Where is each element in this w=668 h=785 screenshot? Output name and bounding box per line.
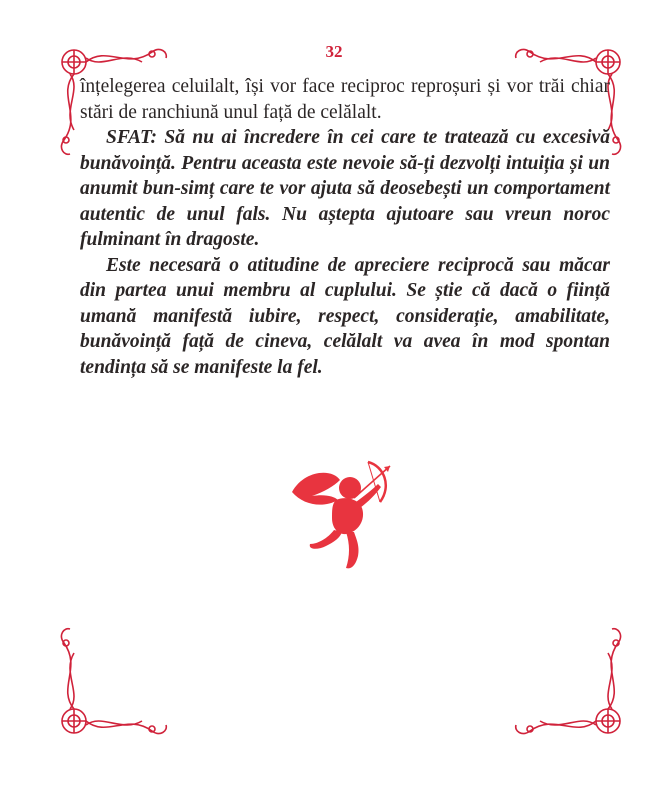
advice-paragraph: SFAT: Să nu ai încredere în cei care te tratează cu excesivă bunăvoință. Pentru aceasta este nevoie să-ți dezvolți intuiția și un anumit bun-simț care te vor ajuta să deosebești un comportament autentic de unul fals. Nu aștepta ajutoare sau vreun noroc fulminant în dragoste. xyxy=(80,127,610,250)
paragraph: înțelegerea celuilalt, își vor face reciproc reproșuri și vor trăi chiar stări de ranchiună unul față de celălalt. xyxy=(80,76,610,123)
cupid-with-bow-icon xyxy=(284,452,394,577)
corner-ornament-icon xyxy=(52,623,172,743)
body-text xyxy=(80,74,610,380)
page-number: 32 xyxy=(325,42,343,61)
paragraph: Este necesară o atitudine de apreciere reciprocă sau măcar din partea unui membru al cuplului. Se știe că dacă o ființă umană manifestă iubire, respect, considerație, amabilitate, bunăvoință față de cineva, celălalt va avea în mod spontan tendința să se manifeste la fel. xyxy=(80,254,610,378)
corner-ornament-icon xyxy=(510,623,630,743)
